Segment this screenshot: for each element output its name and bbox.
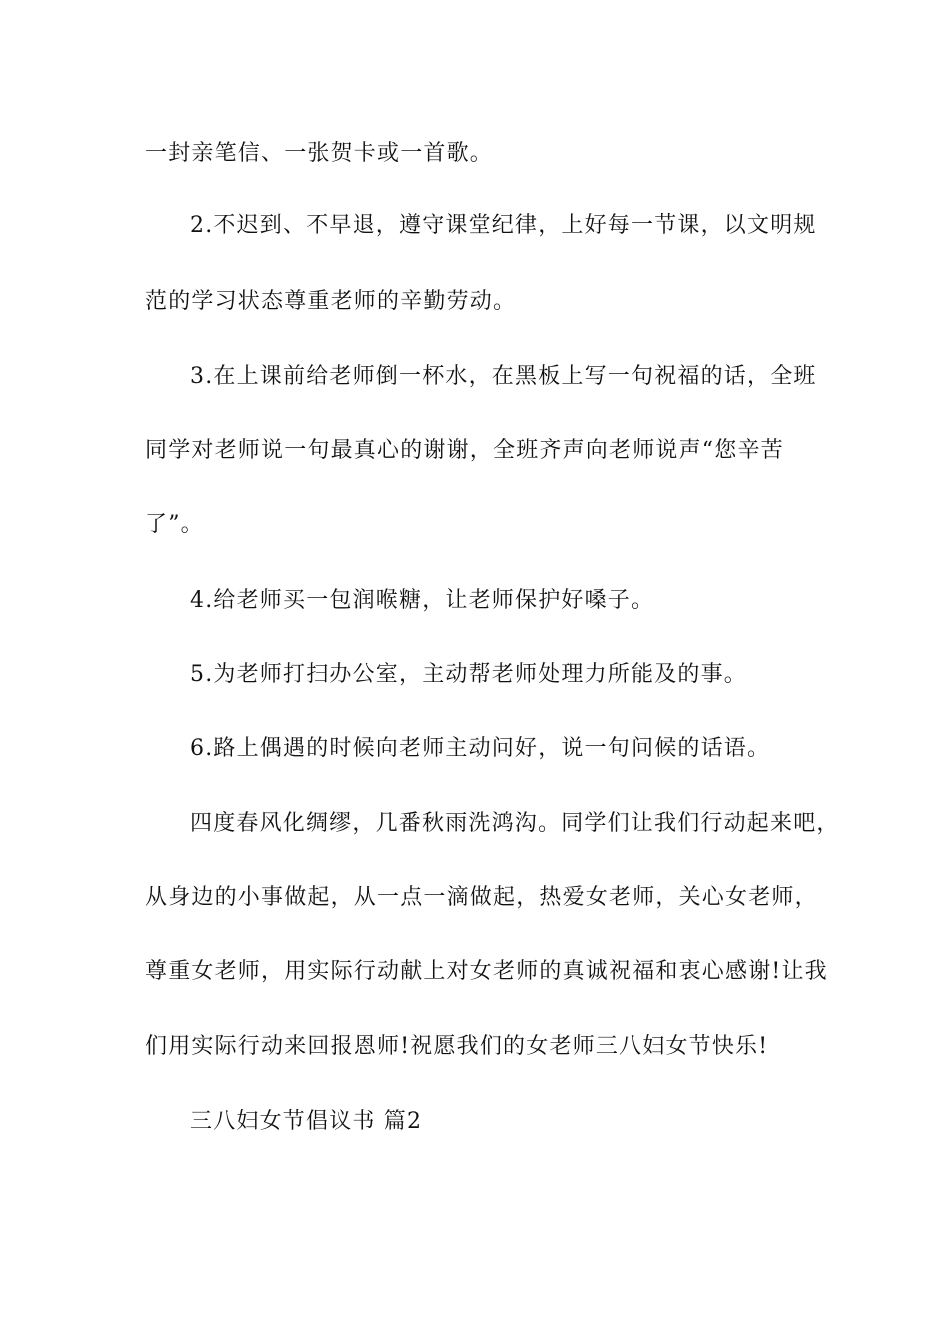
list-item-4: 4.给老师买一包润喉糖，让老师保护好嗓子。 (190, 588, 655, 613)
paragraph-line: 从身边的小事做起，从一点一滴做起，热爱女老师，关心女老师， (145, 885, 818, 910)
paragraph-line: 尊重女老师，用实际行动献上对女老师的真诚祝福和衷心感谢!让我 (145, 959, 828, 984)
list-item-5: 5.为老师打扫办公室，主动帮老师处理力所能及的事。 (190, 662, 747, 687)
paragraph-line: 了”。 (145, 512, 204, 537)
paragraph-line: 同学对老师说一句最真心的谢谢，全班齐声向老师说声“您辛苦 (145, 438, 784, 463)
closing-paragraph: 四度春风化绸缪，几番秋雨洗鸿沟。同学们让我们行动起来吧， (190, 811, 840, 836)
list-item-6: 6.路上偶遇的时候向老师主动问好，说一句问候的话语。 (190, 736, 771, 761)
paragraph-line: 们用实际行动来回报恩师!祝愿我们的女老师三八妇女节快乐! (145, 1034, 769, 1059)
list-item-3: 3.在上课前给老师倒一杯水，在黑板上写一句祝福的话，全班 (190, 364, 817, 389)
list-item-2: 2.不迟到、不早退，遵守课堂纪律，上好每一节课，以文明规 (190, 213, 817, 238)
paragraph-line: 一封亲笔信、一张贺卡或一首歌。 (145, 141, 494, 166)
section-heading: 三八妇女节倡议书 篇2 (190, 1109, 423, 1134)
paragraph-line: 范的学习状态尊重老师的辛勤劳动。 (145, 289, 517, 314)
